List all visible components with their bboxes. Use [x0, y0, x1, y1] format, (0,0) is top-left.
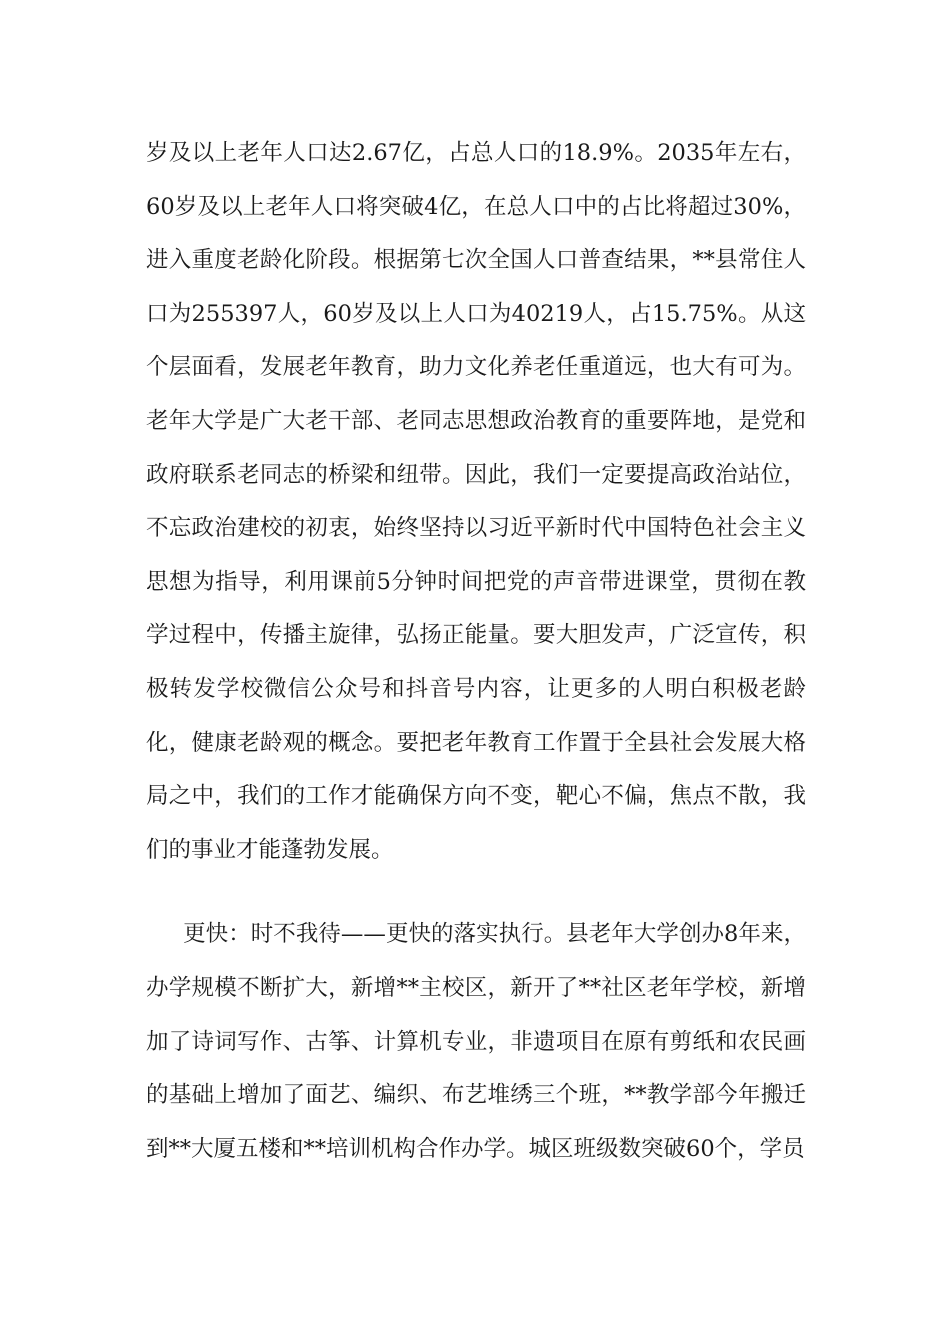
document-page	[146, 127, 806, 1176]
body-paragraph-1: 岁及以上老年人口达2.67亿，占总人口的18.9%。2035年左右，60岁及以上老年人口将突破4亿，在总人口中的占比将超过30%，进入重度老龄化阶段。根据第七次全国人口普查结果，**县常住人口为255397人，60岁及以上人口为40219人，占15.75%。从这个层面看，发展老年教育，助力文化养老任重道远，也大有可为。老年大学是广大老干部、老同志思想政治教育的重要阵地，是党和政府联系老同志的桥梁和纽带。因此，我们一定要提高政治站位，不忘政治建校的初衷，始终坚持以习近平新时代中国特色社会主义思想为指导，利用课前5分钟时间把党的声音带进课堂，贯彻在教学过程中，传播主旋律，弘扬正能量。要大胆发声，广泛宣传，积极转发学校微信公众号和抖音号内容，让更多的人明白积极老龄化，健康老龄观的概念。要把老年教育工作置于全县社会发展大格局之中，我们的工作才能确保方向不变，靶心不偏，焦点不散，我们的事业才能蓬勃发展。	[146, 140, 806, 863]
body-paragraph-2: 更快：时不我待——更快的落实执行。县老年大学创办8年来，办学规模不断扩大，新增**主校区，新开了**社区老年学校，新增加了诗词写作、古筝、计算机专业，非遗项目在原有剪纸和农民画的基础上增加了面艺、编织、布艺堆绣三个班，**教学部今年搬迁到**大厦五楼和**培训机构合作办学。城区班级数突破60个，学员	[146, 921, 806, 1162]
